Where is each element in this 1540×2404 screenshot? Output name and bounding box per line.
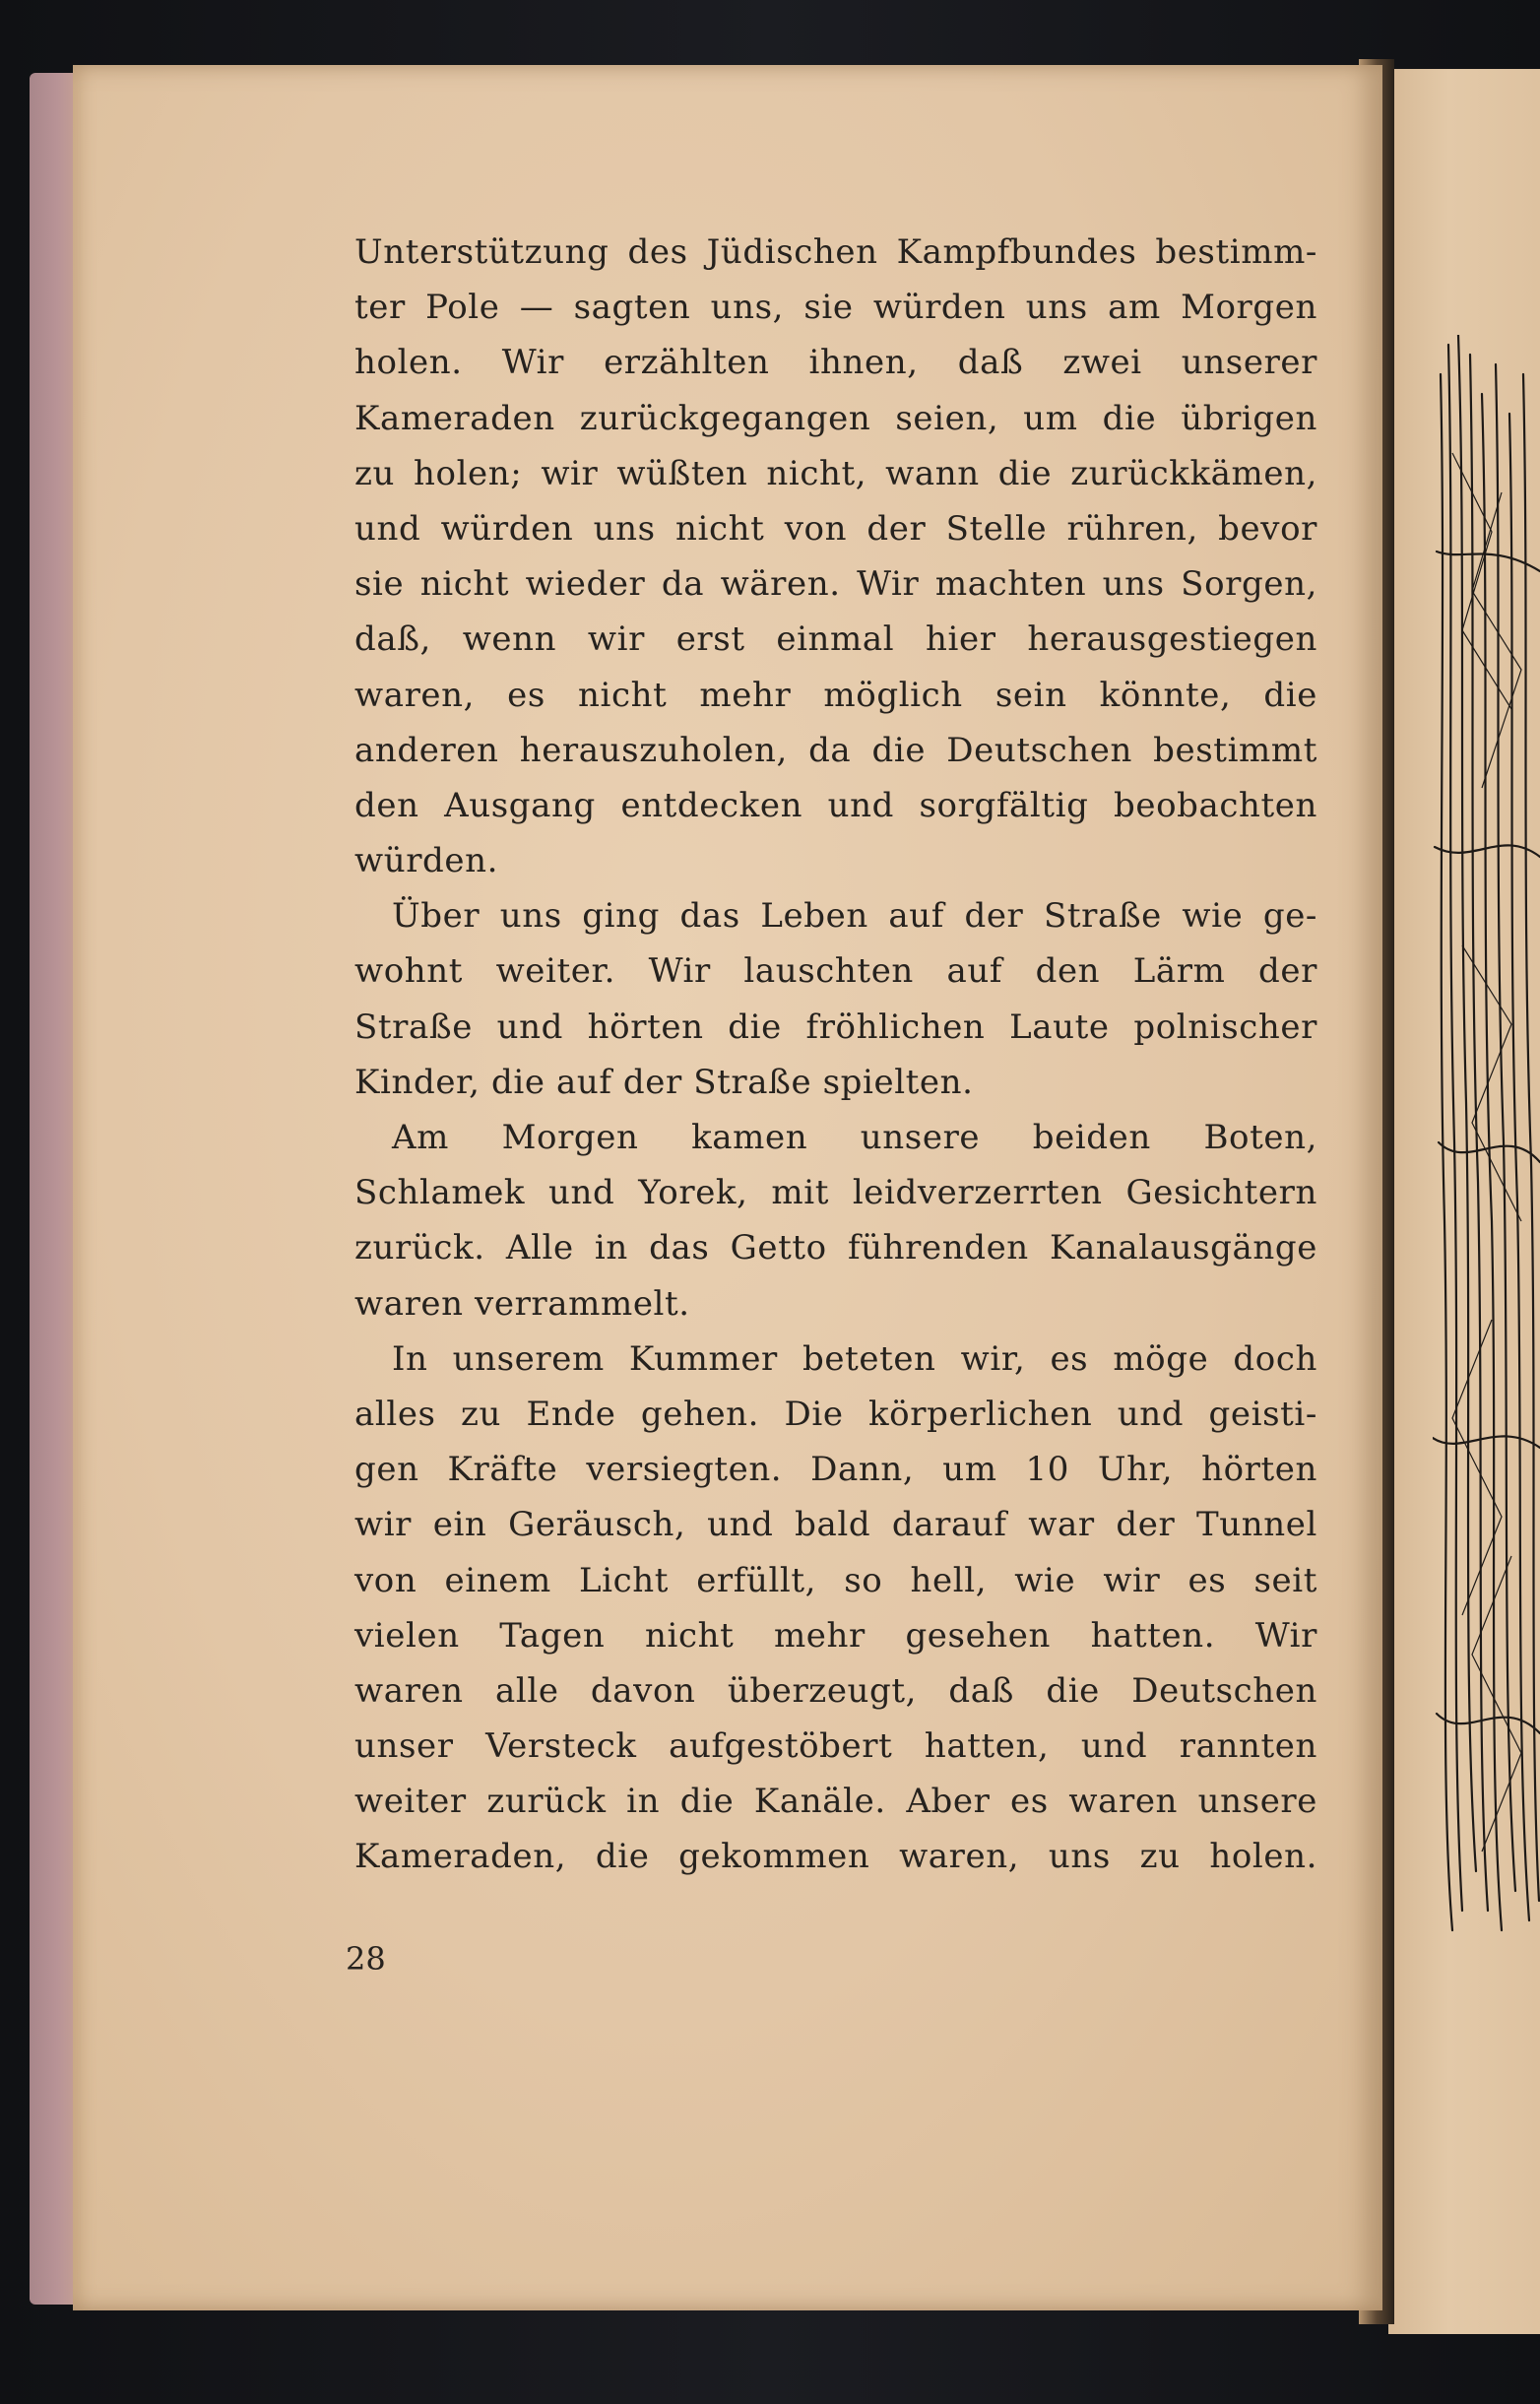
paragraph-4 bbox=[354, 1332, 1317, 1885]
text-line: unser Versteck aufgestöbert hatten, und rannten bbox=[354, 1726, 1317, 1767]
text-line: Schlamek und Yorek, mit leidverzerrten Gesichtern bbox=[354, 1173, 1317, 1213]
text-line: In unserem Kummer beteten wir, es möge doch bbox=[392, 1338, 1317, 1379]
paragraph-2 bbox=[354, 888, 1317, 1110]
text-line: waren alle davon überzeugt, daß die Deutschen bbox=[354, 1670, 1317, 1711]
text-line: Unterstützung des Jüdischen Kampfbundes bestimm- bbox=[354, 232, 1317, 272]
text-line: Am Morgen kamen unsere beiden Boten, bbox=[392, 1118, 1317, 1157]
text-line: und würden uns nicht von der Stelle rühren, bevor bbox=[354, 508, 1317, 549]
text-line: sie nicht wieder da wären. Wir machten uns Sorgen, bbox=[354, 564, 1317, 605]
ink-sketch-illustration bbox=[1433, 335, 1540, 1950]
text-line: gen Kräfte versiegten. Dann, um 10 Uhr, hörten bbox=[354, 1450, 1317, 1490]
text-line: Kinder, die auf der Straße spielten. bbox=[354, 1062, 974, 1102]
text-line: anderen herauszuholen, da die Deutschen bestimmt bbox=[354, 730, 1317, 770]
text-line: Über uns ging das Leben auf der Straße wie ge- bbox=[392, 896, 1317, 937]
page-number: 28 bbox=[346, 1940, 386, 1978]
text-line: daß, wenn wir erst einmal hier herausgestiegen bbox=[354, 619, 1317, 660]
text-line: würden. bbox=[354, 841, 499, 881]
text-line: den Ausgang entdecken und sorgfältig beobachten bbox=[354, 785, 1317, 825]
text-line: holen. Wir erzählten ihnen, daß zwei unserer bbox=[354, 343, 1317, 383]
text-line: wir ein Geräusch, und bald darauf war der Tunnel bbox=[354, 1505, 1317, 1545]
text-line: zurück. Alle in das Getto führenden Kanalausgänge bbox=[354, 1228, 1317, 1268]
text-line: vielen Tagen nicht mehr gesehen hatten. Wir bbox=[354, 1615, 1317, 1656]
text-line: von einem Licht erfüllt, so hell, wie wir es seit bbox=[354, 1560, 1317, 1600]
page-body-text bbox=[354, 225, 1317, 1885]
text-line: Kameraden, die gekommen waren, uns zu holen. bbox=[354, 1837, 1317, 1877]
text-line: waren verrammelt. bbox=[354, 1283, 690, 1324]
text-line: Straße und hörten die fröhlichen Laute polnischer bbox=[354, 1007, 1317, 1047]
text-line: weiter zurück in die Kanäle. Aber es waren unsere bbox=[354, 1782, 1317, 1822]
text-line: Kameraden zurückgegangen seien, um die übrigen bbox=[354, 398, 1317, 438]
text-line: waren, es nicht mehr möglich sein könnte, die bbox=[354, 675, 1317, 715]
text-line: wohnt weiter. Wir lauschten auf den Lärm der bbox=[354, 951, 1317, 992]
text-line: zu holen; wir wüßten nicht, wann die zurückkämen, bbox=[354, 453, 1317, 493]
text-line: ter Pole — sagten uns, sie würden uns am Morgen bbox=[354, 288, 1317, 328]
paragraph-3 bbox=[354, 1110, 1317, 1332]
paragraph-1 bbox=[354, 225, 1317, 888]
text-line: alles zu Ende gehen. Die körperlichen und geisti- bbox=[354, 1394, 1317, 1434]
